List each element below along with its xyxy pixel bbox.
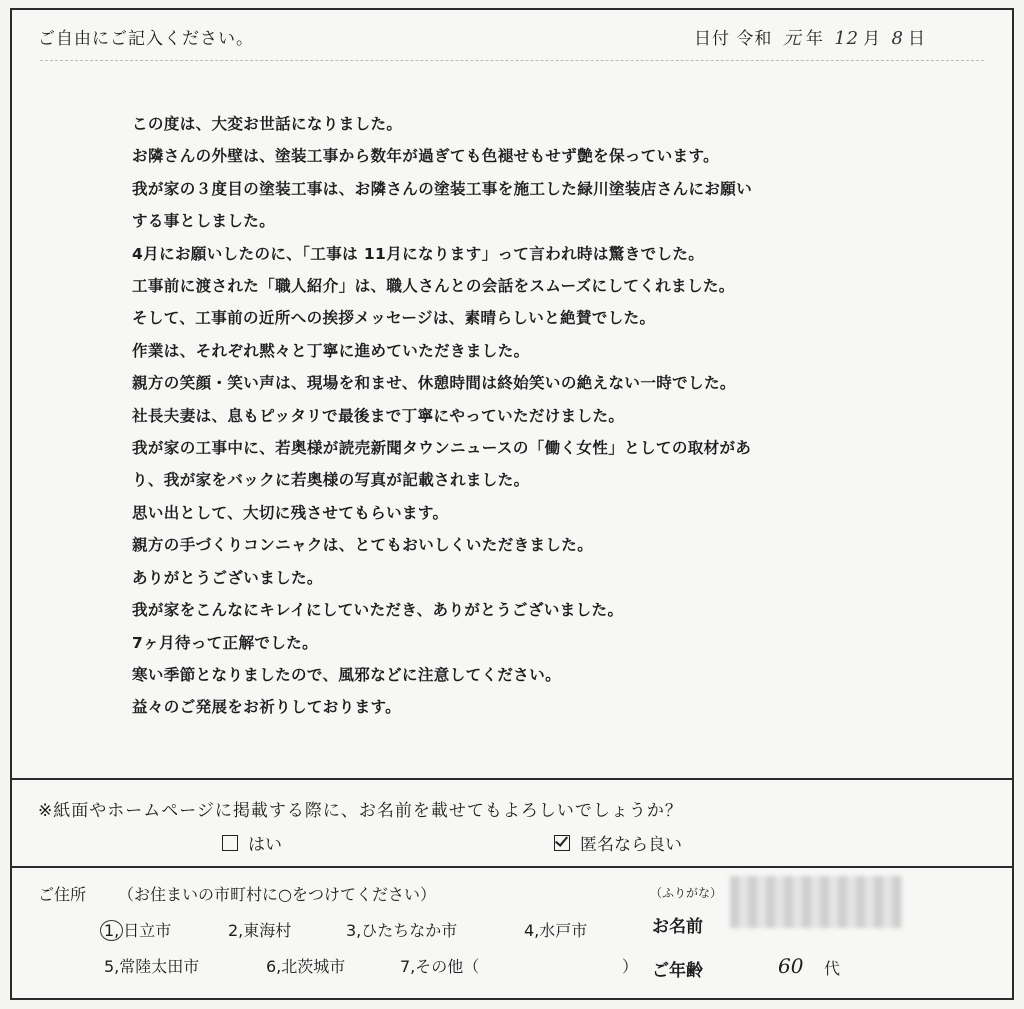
anonymous-checkbox[interactable] [554,835,570,851]
furigana-label: （ふりがな） [650,886,723,900]
era-label: 令和 [736,29,773,49]
letter-line: お隣さんの外壁は、塗装工事から数年が過ぎても色褪せもせず艶を保っています。 [132,147,720,166]
city-number: 6, [266,957,282,976]
city-option[interactable] [104,954,199,977]
yes-checkbox[interactable] [222,835,238,851]
consent-question: ※紙面やホームページに掲載する際に、お名前を載せてもよろしいでしょうか？ [38,801,683,821]
letter-line: 寒い季節となりましたので、風邪などに注意してください。 [132,665,561,684]
city-number: 2, [228,921,244,940]
month-value: 12 [834,28,860,49]
city-name: 水戸市 [539,921,588,940]
letter-line: 我が家をこんなにキレイにしていただき、ありがとうございました。 [132,601,624,620]
year-unit: 年 [805,29,824,49]
letter-line: そして、工事前の近所への挨拶メッセージは、素晴らしいと絶賛でした。 [132,309,656,328]
city-name: 東海村 [243,921,292,940]
letter-line: 我が家の工事中に、若奥様が読売新聞タウンニュースの「働く女性」としての取材があ [132,439,752,458]
age-label: ご年齢 [652,961,703,981]
header-divider [40,60,984,61]
section-divider [10,866,1014,868]
other-close-paren: ） [622,957,639,976]
city-option[interactable] [228,918,291,941]
city-name: 北茨城市 [281,957,346,976]
letter-line: 工事前に渡された「職人紹介」は、職人さんとの会話をスムーズにしてくれました。 [132,277,735,296]
date-label: 日付 [694,29,730,49]
anonymous-label: 匿名なら良い [580,835,682,855]
city-number: 5, [104,957,120,976]
address-heading: ご住所 [38,885,87,904]
city-option-other[interactable] [400,954,479,977]
city-name: ひたちなか市 [361,921,458,940]
letter-body [132,108,892,724]
city-option[interactable] [524,918,587,941]
city-name: 日立市 [123,921,172,940]
letter-line: 親方の手づくりコンニャクは、とてもおいしくいただきました。 [132,536,594,555]
day-value: 8 [891,28,904,49]
letter-line: 思い出として、大切に残させてもらいます。 [132,503,449,522]
yes-label: はい [248,835,282,855]
day-unit: 日 [907,29,926,49]
letter-line: り、我が家をバックに若奥様の写真が記載されました。 [132,471,530,490]
instruction-text: ご自由にご記入ください。 [38,29,254,49]
city-option[interactable] [266,954,345,977]
consent-option-anonymous[interactable] [554,830,682,855]
city-number: 7, [400,957,416,976]
letter-line: ありがとうございました。 [132,568,323,587]
address-note: （お住まいの市町村に○をつけてください） [118,885,436,904]
year-value: 元 [782,28,802,49]
redacted-name [730,876,902,928]
date-field [694,24,926,50]
letter-line: 作業は、それぞれ黙々と丁寧に進めていただきました。 [132,341,530,360]
age-unit: 代 [824,959,841,978]
city-number: 1, [100,920,123,941]
letter-line: 益々のご発展をお祈りしております。 [132,698,402,717]
letter-line: この度は、大変お世話になりました。 [132,115,403,133]
letter-line: 我が家の３度目の塗装工事は、お隣さんの塗装工事を施工した緑川塗装店さんにお願い [132,179,753,198]
city-number: 3, [346,921,362,940]
name-label: お名前 [652,917,703,937]
letter-line: 7ヶ月待って正解でした。 [132,633,319,652]
month-unit: 月 [863,29,882,49]
letter-line: 親方の笑顔・笑い声は、現場を和ませ、休憩時間は終始笑いの絶えない一時でした。 [132,374,736,393]
consent-option-yes[interactable] [222,830,282,855]
section-divider [10,778,1014,780]
city-option[interactable] [100,918,171,941]
city-number: 4, [524,921,540,940]
letter-line: 社長夫妻は、息もピッタリで最後まで丁寧にやっていただけました。 [132,406,625,425]
city-option[interactable] [346,918,457,941]
letter-line: 4月にお願いしたのに、「工事は 11月になります」って言われ時は驚きでした。 [132,244,705,263]
city-name: その他（ [415,957,480,976]
age-value: 60 [778,954,804,978]
letter-line: する事としました。 [132,212,276,231]
city-name: 常陸太田市 [119,957,200,976]
